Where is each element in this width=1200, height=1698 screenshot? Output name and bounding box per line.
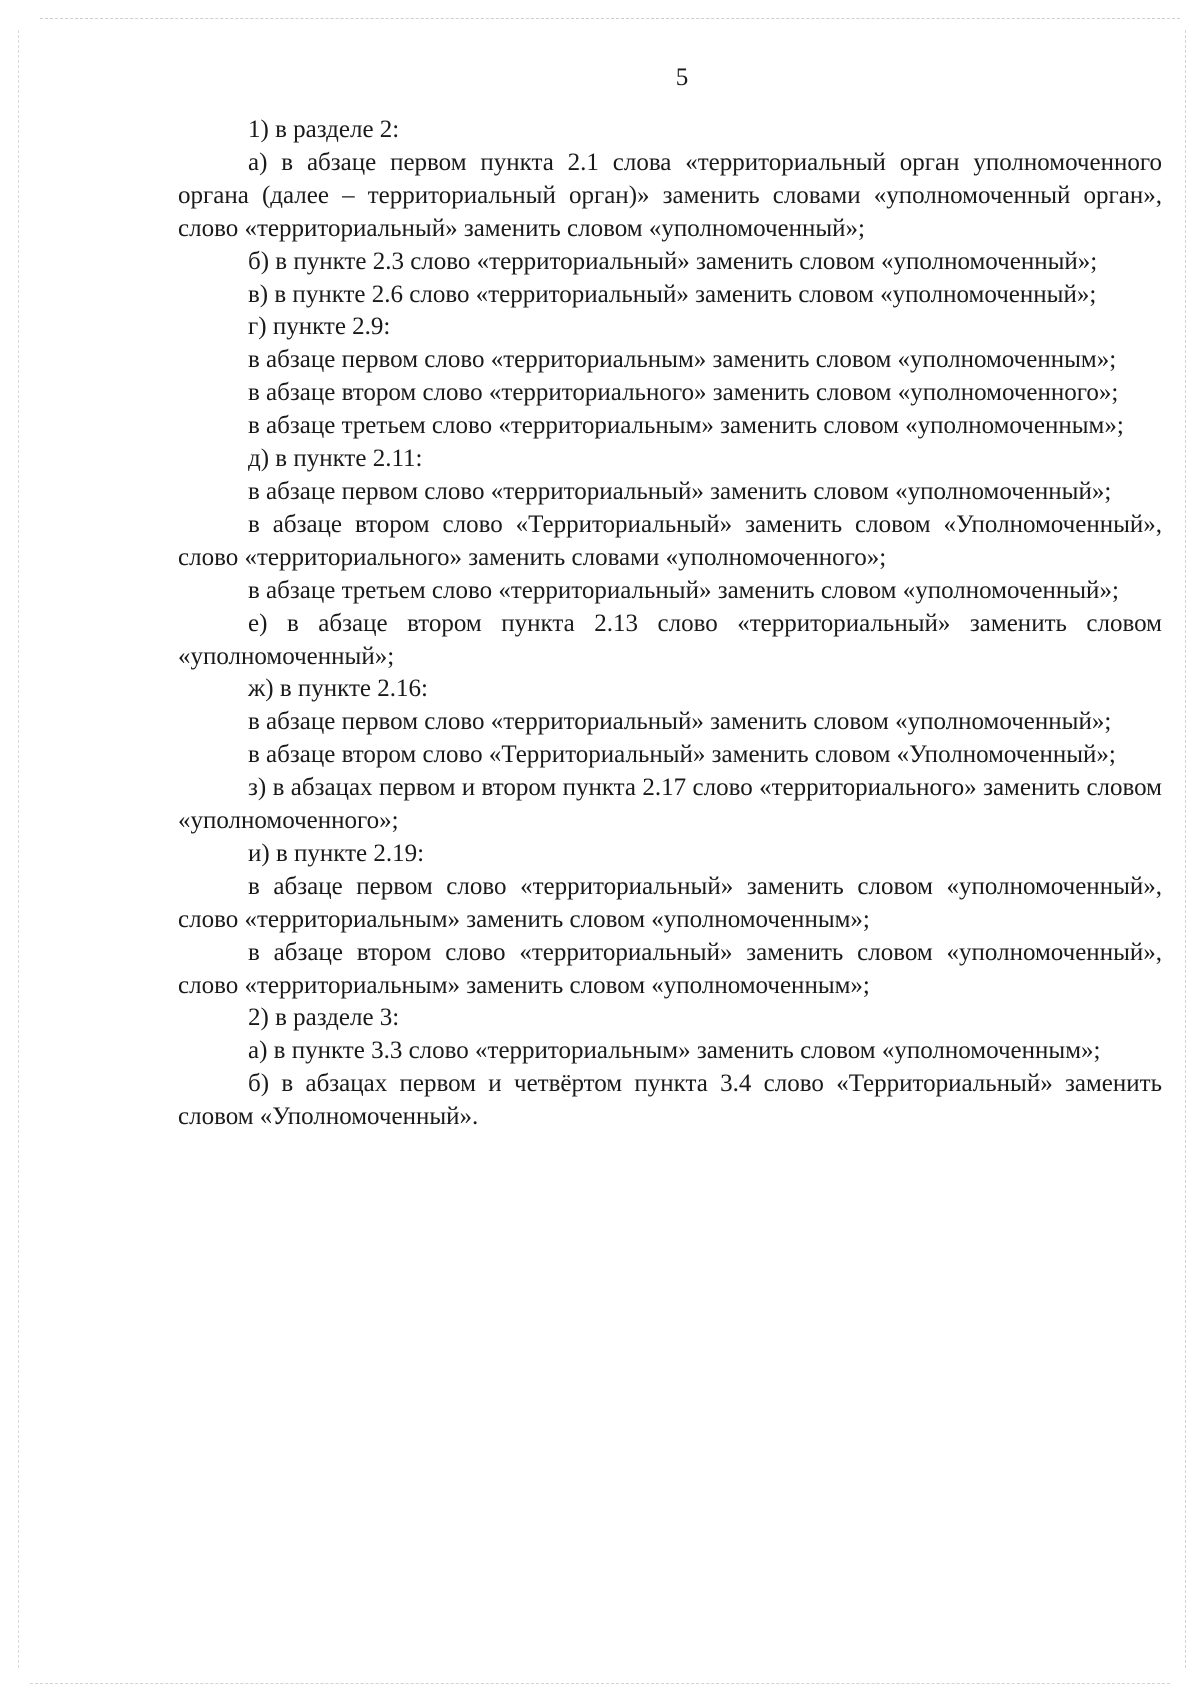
paragraph: в абзаце первом слово «территориальный» заменить словом «уполномоченный»;	[248, 708, 1112, 736]
paragraph: д) в пункте 2.11:	[248, 445, 423, 473]
scan-edge-bottom	[30, 1683, 1170, 1684]
paragraph: 1) в разделе 2:	[248, 116, 400, 143]
paragraph: в абзаце втором слово «территориальный» заменить словом «уполномоченный», слово «территориальным» заменить словом «уполномоченным»;	[178, 938, 1162, 999]
paragraph: и) в пункте 2.19:	[248, 839, 425, 867]
paragraph: в абзаце первом слово «территориальным» заменить словом «уполномоченным»;	[248, 346, 1117, 374]
paragraph: а) в пункте 3.3 слово «территориальным» заменить словом «уполномоченным»;	[248, 1037, 1101, 1065]
scan-edge-top	[40, 18, 1180, 19]
paragraph: в абзаце третьем слово «территориальным» заменить словом «уполномоченным»;	[248, 412, 1124, 440]
page-number: 5	[675, 64, 689, 91]
scan-edge-right	[1185, 30, 1186, 1668]
paragraph: ж) в пункте 2.16:	[248, 675, 428, 703]
paragraph: б) в пункте 2.3 слово «территориальный» заменить словом «уполномоченный»;	[248, 247, 1098, 275]
paragraph: в абзаце первом слово «территориальный» заменить словом «уполномоченный», слово «территориальным» заменить словом «уполномоченным»;	[178, 872, 1162, 933]
paragraph: е) в абзаце втором пункта 2.13 слово «территориальный» заменить словом «уполномоченный»;	[178, 609, 1162, 670]
paragraph: в) в пункте 2.6 слово «территориальный» заменить словом «уполномоченный»;	[248, 280, 1097, 308]
scan-edge-left	[18, 30, 19, 1668]
paragraph: в абзаце втором слово «Территориальный» заменить словом «Уполномоченный»;	[248, 741, 1116, 769]
paragraph: в абзаце третьем слово «территориальный» заменить словом «уполномоченный»;	[248, 576, 1119, 604]
document-body	[178, 114, 1162, 1134]
paragraph: 2) в разделе 3:	[248, 1004, 400, 1032]
paragraph: г) пункте 2.9:	[248, 313, 391, 341]
paragraph: з) в абзацах первом и втором пункта 2.17 слово «территориального» заменить словом «уполномоченного»;	[178, 774, 1162, 835]
paragraph: а) в абзаце первом пункта 2.1 слова «территориальный орган уполномоченного органа (далее – территориальный орган)» заменить словами «уполномоченный орган», слово «территориальный» заменить словом «уполномоченный»;	[178, 148, 1162, 242]
paragraph: в абзаце первом слово «территориальный» заменить словом «уполномоченный»;	[248, 477, 1112, 505]
paragraph: в абзаце втором слово «Территориальный» заменить словом «Уполномоченный», слово «территориального» заменить словами «уполномоченного»;	[178, 510, 1162, 571]
paragraph: б) в абзацах первом и четвёртом пункта 3.4 слово «Территориальный» заменить словом «Уполномоченный».	[178, 1070, 1162, 1131]
paragraph: в абзаце втором слово «территориального» заменить словом «уполномоченного»;	[248, 379, 1119, 407]
